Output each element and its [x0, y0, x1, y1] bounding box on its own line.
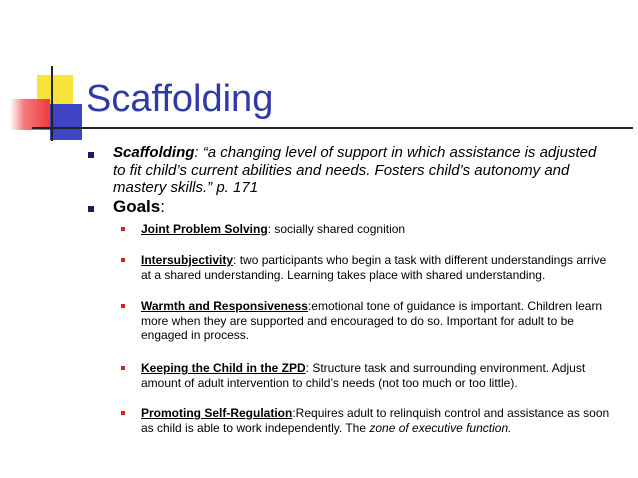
- goal-item-term: Keeping the Child in the ZPD: [141, 361, 306, 375]
- bullet-square-icon: [121, 411, 125, 415]
- title-decoration-red-square: [10, 99, 50, 130]
- goal-item-description: : socially shared cognition: [267, 222, 406, 236]
- goal-item: [121, 361, 611, 390]
- goal-item: [121, 222, 611, 237]
- definition-body: : “a changing level of support in which assistance is adjusted to fit child’s current abilities and needs. Fosters child’s autonomy and mastery skills.” p. 171: [113, 144, 597, 196]
- goal-item-text: [141, 361, 611, 390]
- goal-item-term: Joint Problem Solving: [141, 222, 268, 236]
- goal-item-description: :emotional tone of guidance is important. Children learn more when they are supported and encouraged to do so. Important for adult to be engaged in process.: [141, 299, 603, 342]
- goal-item-term: Promoting Self-Regulation: [141, 406, 293, 420]
- bullet-square-icon: [121, 304, 125, 308]
- definition-text: [113, 144, 608, 197]
- goals-suffix: :: [160, 197, 165, 216]
- goal-item: [121, 299, 611, 343]
- goal-item: [121, 253, 611, 282]
- goal-item-text: [141, 406, 611, 435]
- goal-item-text: [141, 299, 611, 343]
- goal-item: [121, 406, 611, 435]
- goal-item-description: :Requires adult to relinquish control and assistance as soon as child is able to work independently. The: [141, 406, 610, 435]
- bullet-square-icon: [88, 206, 94, 212]
- goals-bullet: [88, 197, 608, 217]
- title-underline: [32, 127, 633, 129]
- bullet-square-icon: [121, 366, 125, 370]
- goal-item-description: : two participants who begin a task with different understandings arrive at a shared understanding. Learning takes place with shared understanding.: [141, 253, 607, 282]
- bullet-square-icon: [121, 258, 125, 262]
- bullet-square-icon: [121, 227, 125, 231]
- goal-item-term: Warmth and Responsiveness: [141, 299, 308, 313]
- definition-bullet: [88, 144, 608, 197]
- title-decoration-vertical-line: [51, 66, 53, 141]
- goals-label: Goals: [113, 197, 161, 216]
- bullet-square-icon: [88, 152, 94, 158]
- goal-item-text: [141, 253, 611, 282]
- title-decoration-blue-square: [50, 104, 82, 140]
- goal-item-term: Intersubjectivity: [141, 253, 234, 267]
- goal-item-emphasis: zone of executive function.: [369, 420, 512, 435]
- definition-term: Scaffolding: [113, 144, 195, 161]
- goal-item-description: : Structure task and surrounding environment. Adjust amount of adult intervention to child’s needs (not too much or too little).: [141, 361, 586, 390]
- goals-heading: [113, 197, 608, 217]
- slide-title: Scaffolding: [86, 78, 274, 120]
- goal-item-text: [141, 222, 611, 237]
